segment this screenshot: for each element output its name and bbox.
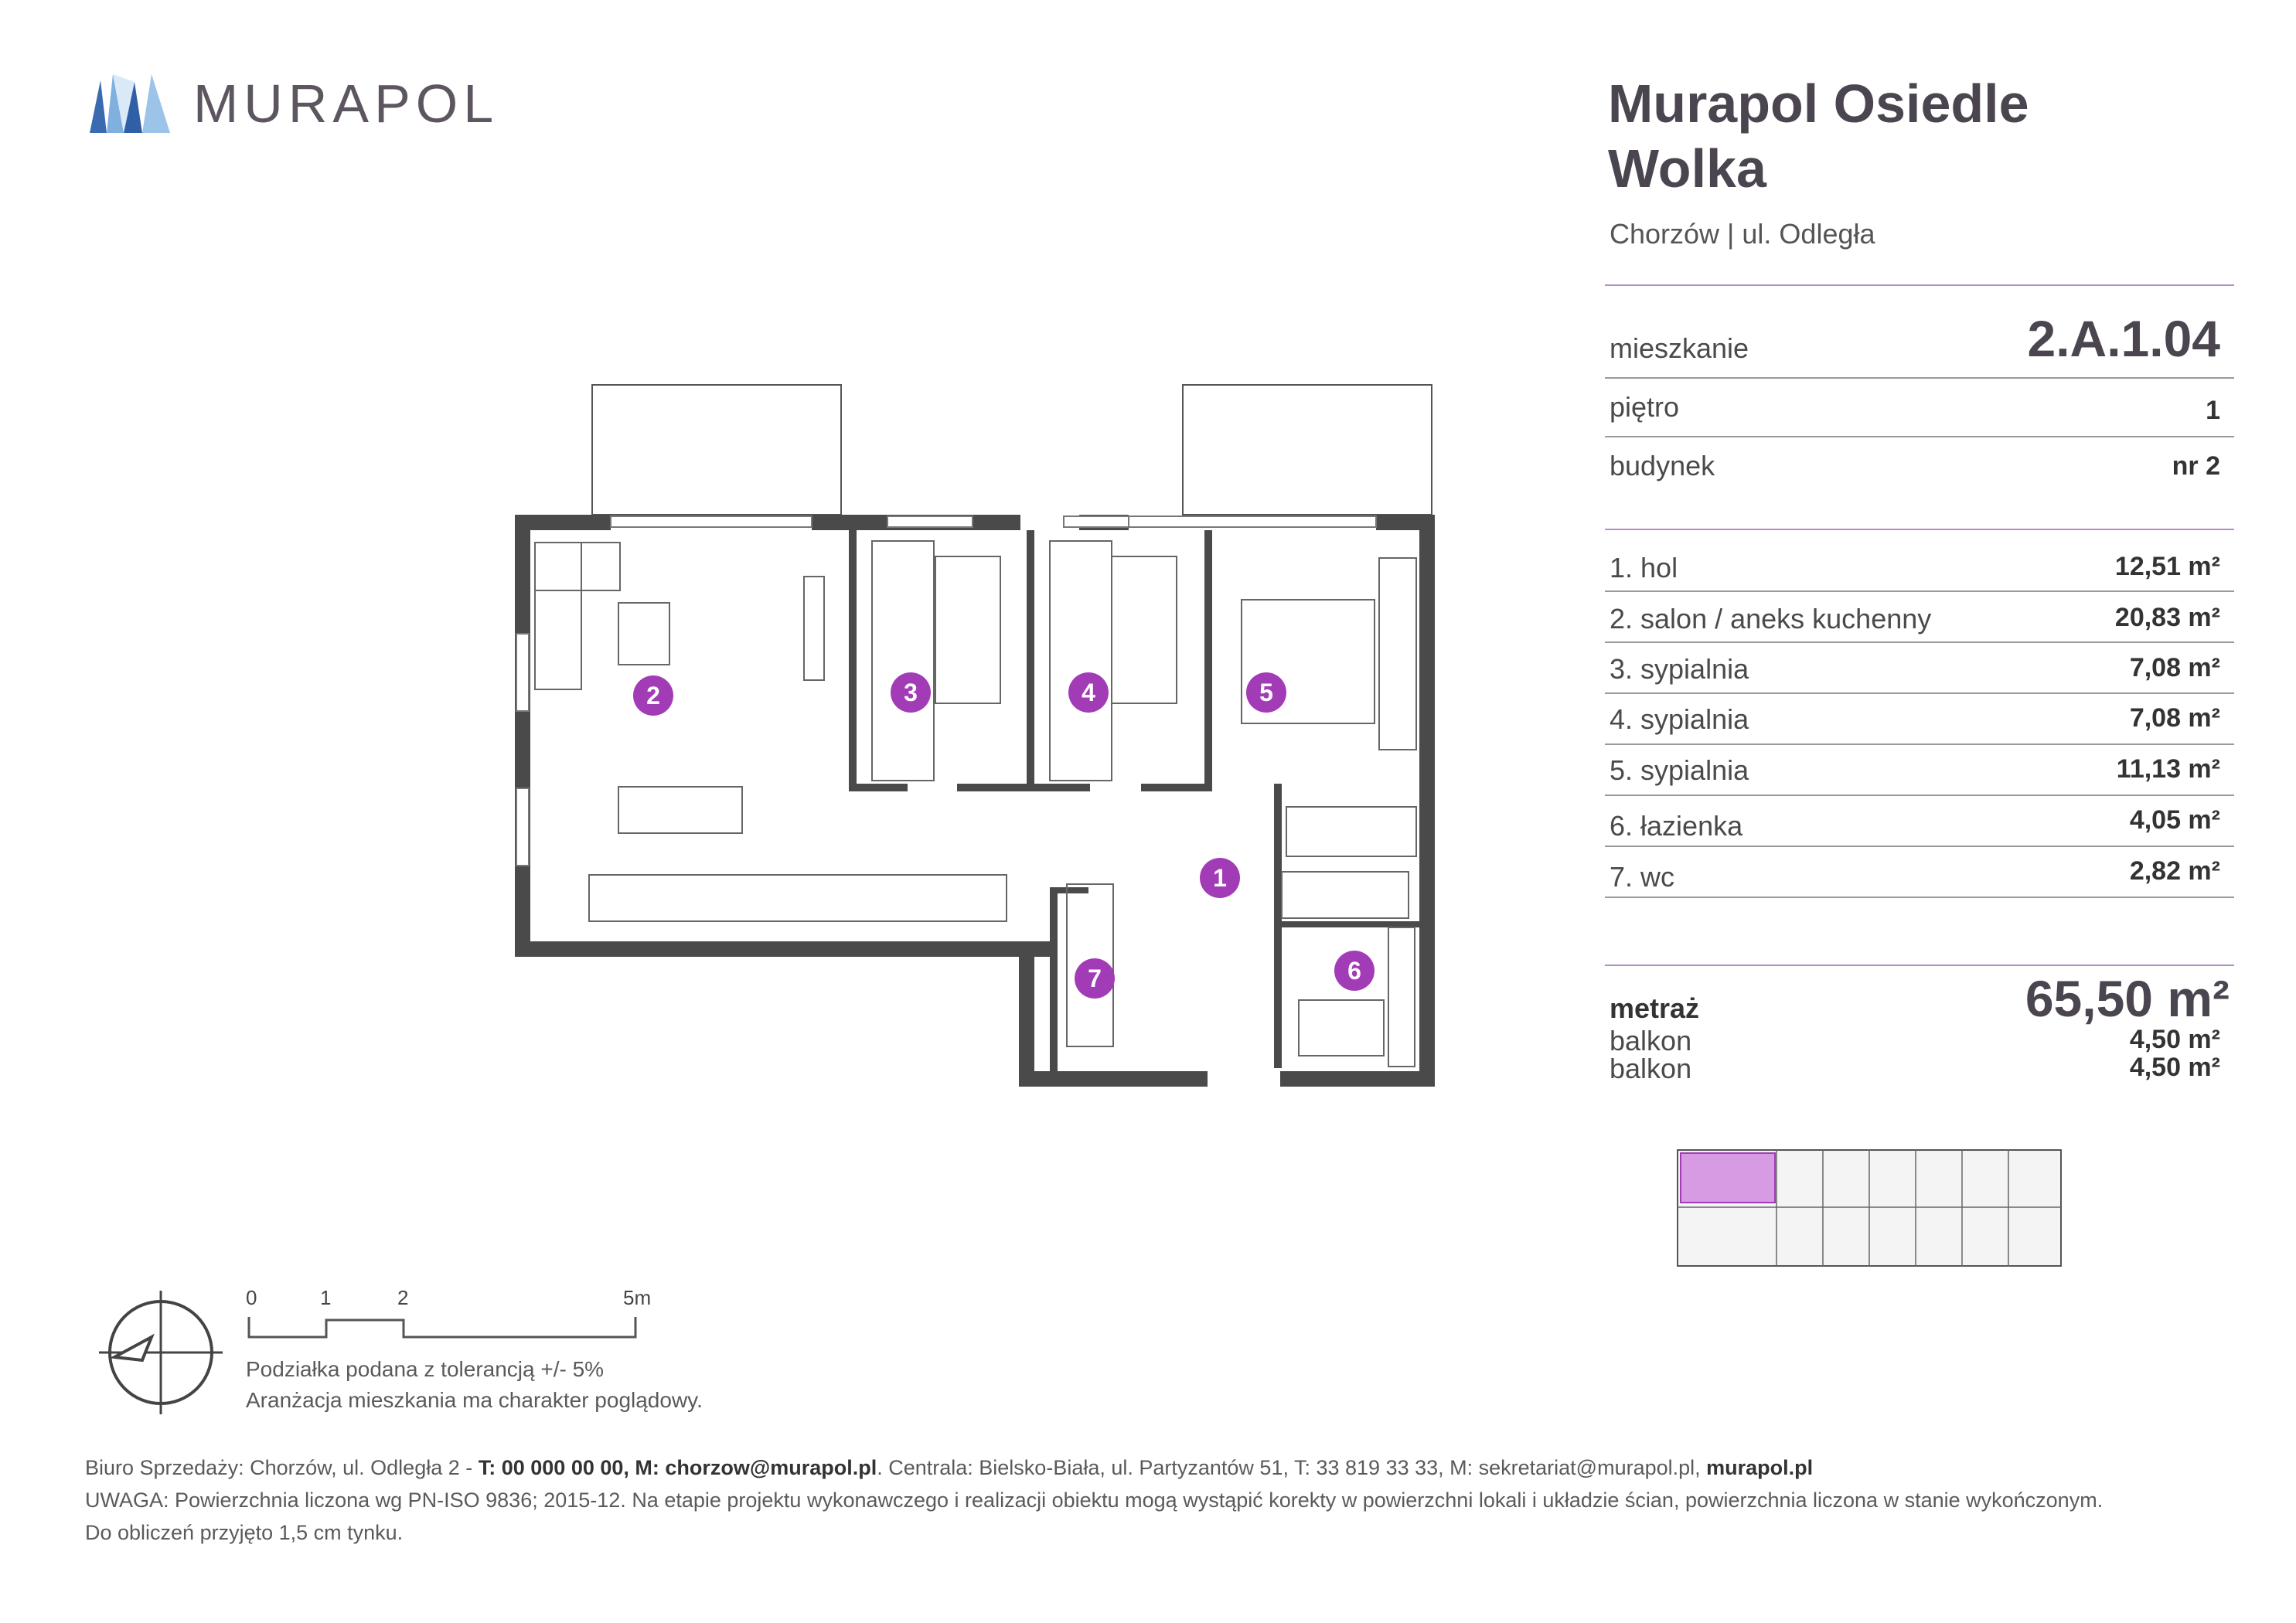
divider bbox=[1605, 692, 2234, 694]
floor-label: piętro bbox=[1610, 391, 1680, 423]
footer-hq: . Centrala: Bielsko-Biała, ul. Partyzantów 51, T: 33 819 33 33, M: sekretariat@murapol.pl, bbox=[877, 1456, 1707, 1479]
scale-bar bbox=[246, 1314, 648, 1345]
divider bbox=[1605, 846, 2234, 847]
room-area: 11,13 m² bbox=[2116, 754, 2220, 784]
room-label: 4. sypialnia bbox=[1610, 703, 1749, 735]
site-key-plan bbox=[1676, 1136, 2063, 1283]
room-label: 5. sypialnia bbox=[1610, 754, 1749, 786]
murapol-logo-icon bbox=[90, 74, 170, 133]
room-area: 7,08 m² bbox=[2129, 653, 2220, 682]
divider bbox=[1605, 284, 2234, 286]
scale-note: Podziałka podana z tolerancją +/- 5% bbox=[246, 1357, 605, 1381]
title-line-1: Murapol Osiedle bbox=[1608, 73, 2029, 134]
address: Chorzów | ul. Odległa bbox=[1610, 218, 1875, 250]
scale-tick: 2 bbox=[397, 1286, 409, 1309]
page-title bbox=[1608, 71, 2149, 201]
unit-value: 2.A.1.04 bbox=[2027, 310, 2220, 367]
divider bbox=[1605, 641, 2234, 643]
room-label: 1. hol bbox=[1610, 552, 1678, 584]
room-marker-7: 7 bbox=[1088, 965, 1102, 992]
balcony-value: 4,50 m² bbox=[2129, 1053, 2220, 1082]
balcony-left bbox=[592, 385, 841, 515]
furniture bbox=[535, 541, 1416, 1067]
title-line-2: Wolka bbox=[1608, 138, 1766, 199]
room-area: 12,51 m² bbox=[2114, 552, 2220, 581]
building-label: budynek bbox=[1610, 450, 1715, 481]
room-area: 2,82 m² bbox=[2129, 856, 2220, 886]
divider bbox=[1605, 529, 2234, 530]
footer-plaster-note: Do obliczeń przyjęto 1,5 cm tynku. bbox=[85, 1521, 404, 1544]
divider bbox=[1605, 436, 2234, 437]
footer-website[interactable]: murapol.pl bbox=[1706, 1456, 1814, 1479]
divider bbox=[1605, 377, 2234, 379]
footer-contact bbox=[85, 1456, 1813, 1480]
room-label: 7. wc bbox=[1610, 861, 1675, 893]
building-value: nr 2 bbox=[2172, 451, 2220, 481]
room-marker-2: 2 bbox=[646, 682, 660, 709]
footer-phone: T: 00 000 00 00, M: chorzow@murapol.pl bbox=[478, 1456, 877, 1479]
arrangement-note: Aranżacja mieszkania ma charakter poglądowy. bbox=[246, 1388, 703, 1412]
area-label: metraż bbox=[1610, 992, 1700, 1024]
room-area: 20,83 m² bbox=[2114, 603, 2220, 632]
room-area: 4,05 m² bbox=[2129, 805, 2220, 835]
divider bbox=[1605, 897, 2234, 898]
north-compass-icon bbox=[91, 1283, 230, 1422]
divider bbox=[1605, 965, 2234, 966]
room-marker-5: 5 bbox=[1259, 679, 1273, 706]
balcony-right bbox=[1183, 385, 1432, 515]
room-marker-1: 1 bbox=[1213, 864, 1227, 892]
brand-name: MURAPOL bbox=[193, 73, 499, 134]
divider bbox=[1605, 794, 2234, 796]
room-area: 7,08 m² bbox=[2129, 703, 2220, 733]
scale-tick: 1 bbox=[320, 1286, 332, 1309]
balcony-label: balkon bbox=[1610, 1053, 1692, 1084]
area-value: 65,50 m² bbox=[2025, 970, 2230, 1027]
balcony-value: 4,50 m² bbox=[2129, 1025, 2220, 1054]
floor-value: 1 bbox=[2206, 396, 2220, 425]
scale-tick: 0 bbox=[246, 1286, 257, 1309]
floor-plan bbox=[495, 371, 1484, 1097]
room-marker-6: 6 bbox=[1347, 957, 1361, 985]
room-marker-3: 3 bbox=[904, 679, 918, 706]
room-label: 6. łazienka bbox=[1610, 810, 1743, 842]
divider bbox=[1605, 590, 2234, 592]
room-label: 3. sypialnia bbox=[1610, 653, 1749, 685]
scale-tick: 5m bbox=[623, 1286, 652, 1309]
footer-disclaimer: UWAGA: Powierzchnia liczona wg PN-ISO 9836; 2015-12. Na etapie projektu wykonawczego i realizacji obiektu mogą wystąpić korekty w powierzchni lokali i układzie ścian, powierzchnia liczona w stanie wykończonym. bbox=[85, 1489, 2104, 1512]
unit-label: mieszkanie bbox=[1610, 332, 1749, 364]
divider bbox=[1605, 743, 2234, 745]
balcony-label: balkon bbox=[1610, 1025, 1692, 1056]
room-marker-4: 4 bbox=[1082, 679, 1095, 706]
footer-office: Biuro Sprzedaży: Chorzów, ul. Odległa 2 - bbox=[85, 1456, 479, 1479]
unit-highlight bbox=[1681, 1153, 1775, 1203]
room-label: 2. salon / aneks kuchenny bbox=[1610, 603, 1932, 635]
